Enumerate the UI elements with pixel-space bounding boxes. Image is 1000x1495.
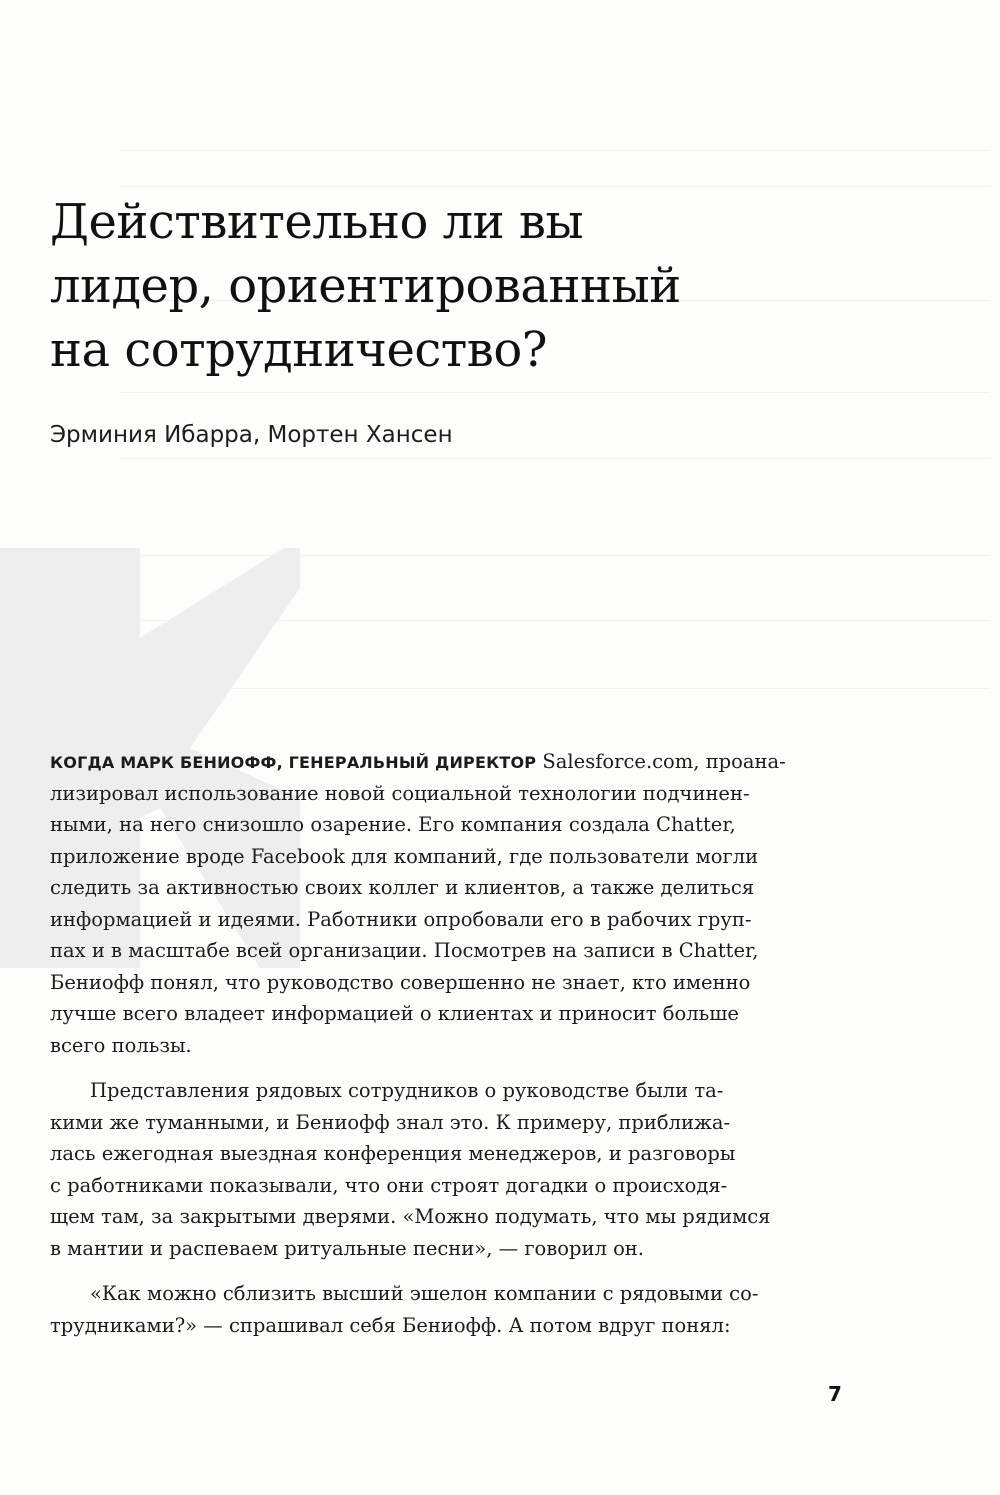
body-line: лучше всего владеет информацией о клиентах и приносит больше: [50, 1002, 739, 1025]
body-line: кими же туманными, и Бениофф знал это. К примеру, приближа-: [50, 1110, 731, 1134]
body-line: пах и в масштабе всей организации. Посмотрев на записи в Chatter,: [50, 939, 759, 962]
body-line: Представления рядовых сотрудников о руководстве были та-: [90, 1079, 724, 1102]
article-body: [50, 746, 855, 1341]
body-line: лась ежегодная выездная конференция менеджеров, и разговоры: [50, 1142, 736, 1165]
bleed-line: [120, 392, 990, 393]
bleed-line: [120, 186, 990, 187]
body-line: щем там, за закрытыми дверями. «Можно подумать, что мы рядимся: [50, 1205, 771, 1228]
page-number: 7: [828, 1382, 842, 1406]
body-line: ными, на него снизошло озарение. Его компания создала Chatter,: [50, 813, 736, 836]
lead-in: КОГДА МАРК БЕНИОФФ, ГЕНЕРАЛЬНЫЙ ДИРЕКТОР: [50, 753, 537, 772]
bleed-line: [120, 150, 990, 151]
body-line: Бениофф понял, что руководство совершенно не знает, кто именно: [50, 970, 751, 994]
body-line: всего пользы.: [50, 1033, 192, 1057]
article-authors: Эрминия Ибарра, Мортен Хансен: [50, 422, 453, 448]
bleed-line: [120, 458, 990, 459]
body-line: в мантии и распеваем ритуальные песни», — говорил он.: [50, 1236, 644, 1260]
body-line: информацией и идеями. Работники опробовали его в рабочих груп-: [50, 907, 752, 931]
body-line: с работниками показывали, что они строят догадки о происходя-: [50, 1173, 728, 1197]
body-line: лизировал использование новой социальной технологии подчинен-: [50, 781, 750, 805]
body-text: Salesforce.com, проана-: [536, 750, 786, 773]
body-line: приложение вроде Facebook для компаний, где пользователи могли: [50, 844, 759, 868]
body-line: следить за активностью своих коллег и клиентов, а также делиться: [50, 876, 755, 899]
body-line: трудниками?» — спрашивал себя Бениофф. А потом вдруг понял:: [50, 1313, 731, 1337]
title-line: Действительно ли вы: [50, 194, 584, 250]
title-line: на сотрудничество?: [50, 322, 547, 378]
body-line: «Как можно сблизить высший эшелон компании с рядовыми со-: [90, 1282, 759, 1305]
title-line: лидер, ориентированный: [50, 258, 681, 314]
article-title: [50, 190, 950, 382]
body-line: [50, 746, 855, 778]
